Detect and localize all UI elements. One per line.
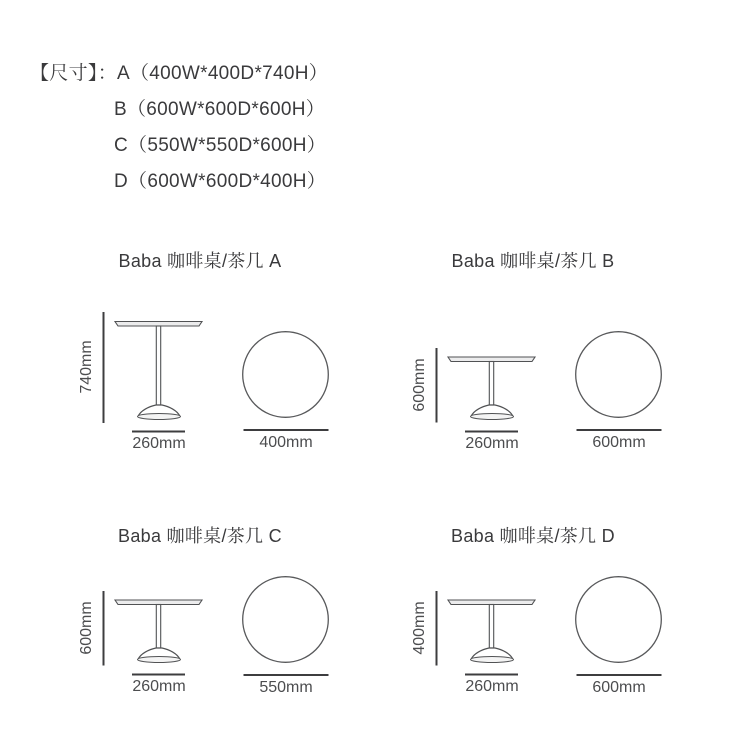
table-column bbox=[156, 605, 160, 649]
size-spec-c: C（550W*550D*600H） bbox=[114, 135, 327, 156]
size-spec-a: A（400W*400D*740H） bbox=[117, 63, 329, 84]
size-spec-b: B（600W*600D*600H） bbox=[114, 99, 326, 120]
size-spec-header bbox=[30, 56, 328, 200]
diameter-label: 600mm bbox=[592, 434, 646, 451]
product-panel-c bbox=[65, 515, 335, 733]
size-spec-prefix: 【尺寸】： bbox=[30, 63, 118, 84]
base-width-label: 260mm bbox=[132, 435, 186, 452]
height-label: 600mm bbox=[411, 358, 428, 412]
table-top-circle bbox=[243, 332, 329, 418]
table-column bbox=[489, 362, 493, 406]
panel-title: Baba 咖啡桌/茶几 A bbox=[118, 251, 282, 271]
product-panel-b bbox=[398, 240, 668, 458]
size-spec-d: D（600W*600D*400H） bbox=[114, 171, 327, 192]
table-base-rim bbox=[138, 414, 181, 420]
diameter-label: 600mm bbox=[592, 679, 646, 696]
side-view-drawing bbox=[408, 548, 543, 698]
panel-title: Baba 咖啡桌/茶几 C bbox=[118, 526, 282, 546]
table-column bbox=[156, 326, 160, 405]
table-base-rim bbox=[471, 414, 514, 420]
table-top-circle bbox=[576, 332, 662, 418]
top-view-drawing bbox=[236, 573, 336, 703]
size-spec-line bbox=[30, 56, 328, 92]
base-width-label: 260mm bbox=[465, 678, 519, 695]
side-view-drawing bbox=[75, 305, 210, 455]
table-top-circle bbox=[243, 577, 329, 663]
top-view-drawing bbox=[569, 328, 669, 458]
base-width-label: 260mm bbox=[465, 435, 519, 452]
panel-title: Baba 咖啡桌/茶几 D bbox=[451, 526, 615, 546]
table-column bbox=[489, 605, 493, 649]
product-panel-d bbox=[398, 515, 668, 733]
table-top-edge bbox=[115, 600, 202, 605]
table-base-rim bbox=[138, 657, 181, 663]
table-top-circle bbox=[576, 577, 662, 663]
top-view-drawing bbox=[236, 328, 336, 458]
product-panel-a bbox=[65, 240, 335, 458]
top-view-drawing bbox=[569, 573, 669, 703]
diameter-label: 400mm bbox=[259, 434, 313, 451]
base-width-label: 260mm bbox=[132, 678, 186, 695]
side-view-drawing bbox=[75, 548, 210, 698]
panel-title: Baba 咖啡桌/茶几 B bbox=[451, 251, 615, 271]
side-view-drawing bbox=[408, 305, 543, 455]
table-top-edge bbox=[115, 322, 202, 327]
table-top-edge bbox=[448, 357, 535, 362]
diameter-label: 550mm bbox=[259, 679, 313, 696]
table-base-rim bbox=[471, 657, 514, 663]
height-label: 600mm bbox=[78, 601, 95, 655]
table-top-edge bbox=[448, 600, 535, 605]
height-label: 400mm bbox=[411, 601, 428, 655]
height-label: 740mm bbox=[78, 340, 95, 394]
